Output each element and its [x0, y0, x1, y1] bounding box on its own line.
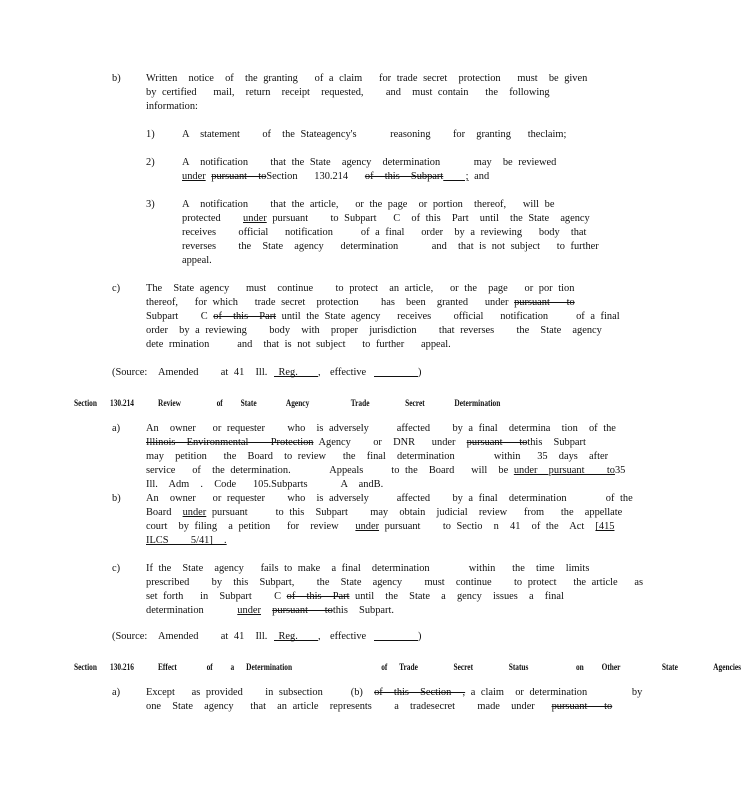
underlined-text: under [355, 521, 380, 532]
struck-text: pursuant to [211, 171, 267, 182]
text-segment: Board [146, 507, 183, 518]
text-line [146, 506, 622, 520]
blank-line [374, 366, 418, 377]
source-label: (Source: [112, 367, 148, 378]
text-segment: and [468, 171, 490, 182]
text-line [146, 590, 564, 604]
text-segment: appeal. [182, 255, 212, 266]
text-segment: set forth in Subpart C [146, 591, 287, 602]
subsection-b-label: b) [112, 73, 121, 84]
source-comma: , [318, 631, 321, 642]
subsection-b2-label: b) [112, 493, 121, 504]
blank-line [374, 630, 418, 641]
text-line [146, 520, 614, 534]
section-number: 130.216 [110, 662, 134, 672]
text-segment: Agency or DNR under [313, 437, 467, 448]
text-segment: Ill. Adm . Code 105.Subparts A andB. [146, 479, 384, 490]
text-segment: A notification that the State agency determination may be reviewed [182, 157, 557, 168]
item-3-text [182, 212, 590, 226]
text-line [146, 700, 612, 714]
text-line [146, 534, 227, 548]
struck-text: pursuant to [272, 605, 333, 616]
text-line [146, 296, 575, 310]
text-segment: prescribed by this Subpart, the State agency must continue to protect the article as [146, 577, 644, 588]
text-line [146, 324, 602, 338]
underlined-text: under [243, 213, 267, 224]
text-line [146, 604, 394, 618]
text-segment: An owner or requester who is adversely affected by a final determina tion of the [146, 423, 616, 434]
text-line: by certified mail, return receipt requested, and must contain the following [146, 87, 550, 98]
text-line [146, 464, 625, 478]
struck-text: of this Part [213, 311, 277, 322]
underlined-text: under [182, 171, 206, 182]
underlined-text: under pursuant to [513, 465, 615, 476]
source-close: ) [418, 631, 422, 642]
text-segment: protected [182, 213, 244, 224]
item-2-text [182, 156, 556, 170]
underlined-text: under [237, 605, 261, 616]
text-line [146, 686, 642, 700]
text-line [146, 576, 643, 590]
blank-line [274, 630, 318, 641]
text-segment: determination [146, 605, 238, 616]
text-segment: service of the determination. Appeals to the Board will be [146, 465, 514, 476]
text-segment: Section 130.214 [266, 171, 365, 182]
subsection-a2-label: a) [112, 687, 121, 698]
item-2-text [182, 170, 489, 184]
struck-text: of this Section , [374, 687, 466, 698]
section-number: 130.214 [110, 398, 134, 408]
text-segment: If the State agency fails to make a final determination within the time limits [146, 563, 590, 574]
item-3-text [182, 226, 586, 240]
source-label: (Source: [112, 631, 148, 642]
text-segment: pursuant to Subpart C of this Part until the State agency [266, 213, 590, 224]
underlined-text: under [182, 507, 207, 518]
source-effective: effective [330, 631, 367, 642]
text-line [146, 422, 616, 436]
text-line [146, 450, 608, 464]
text-segment: An owner or requester who is adversely affected by a final determination of the [146, 493, 633, 504]
text-segment: one State agency that an article represents a tradesecret made under [146, 701, 552, 712]
subsection-c2-label: c) [112, 563, 121, 574]
underlined-text: [415 [595, 521, 615, 532]
text-line [146, 562, 589, 576]
text-line [146, 436, 586, 450]
blank-line [274, 366, 318, 377]
source-comma: , [318, 367, 321, 378]
section-label: Section [74, 662, 97, 672]
text-segment: a claim or determination by [465, 687, 643, 698]
text-segment: pursuant to this Subpart may obtain judicial review from the appellate [206, 507, 623, 518]
text-line [146, 338, 451, 352]
text-segment: thereof, for which trade secret protection has been granted under [146, 297, 515, 308]
text-segment: A statement of the Stateagency's reasoning for granting theclaim; [182, 129, 567, 140]
subsection-a-label: a) [112, 423, 121, 434]
source-effective: effective [330, 367, 367, 378]
text-line [146, 492, 633, 506]
text-line [146, 478, 383, 492]
text-segment: Subpart C [146, 311, 214, 322]
text-segment: 35 [614, 465, 626, 476]
text-segment: dete rmination and that is not subject to further appeal. [146, 339, 451, 350]
source-close: ) [418, 367, 422, 378]
text-segment: receives official notification of a final order by a reviewing body that [182, 227, 587, 238]
source-text: Amended at 41 Ill. Reg. [158, 631, 298, 642]
section-title: Effect of a Determination of Trade Secret Status on Other State Agencies [158, 662, 741, 672]
item-3-text [182, 254, 212, 268]
item-2-label: 2) [146, 157, 155, 168]
text-segment: Except as provided in subsection (b) [146, 687, 375, 698]
struck-text: of this Subpart [364, 171, 444, 182]
text-segment: order by a reviewing body with proper jurisdiction that reverses the State agency [146, 325, 602, 336]
text-segment: court by filing a petition for review [146, 521, 356, 532]
text-line [146, 282, 574, 296]
text-segment: this Subpart [527, 437, 586, 448]
source-text: Amended at 41 Ill. Reg. [158, 367, 298, 378]
text-segment: until the State agency receives official notification of a final [276, 311, 620, 322]
underlined-text: ILCS 5/41] . [146, 535, 227, 546]
section-label: Section [74, 398, 97, 408]
struck-text: pursuant to [551, 701, 613, 712]
item-3-text [182, 240, 599, 254]
text-line: Written notice of the granting of a claim for trade secret protection must be given [146, 73, 588, 84]
text-segment: reverses the State agency determination and that is not subject to further [182, 241, 599, 252]
struck-text: Illinois Environmental Protection [146, 437, 314, 448]
item-1-label: 1) [146, 129, 155, 140]
item-3-label: 3) [146, 199, 155, 210]
struck-text: pursuant to [466, 437, 528, 448]
text-segment: may petition the Board to review the final determination within 35 days after [146, 451, 609, 462]
struck-text: pursuant to [514, 297, 575, 308]
text-segment: pursuant to Sectio n 41 of the Act [379, 521, 596, 532]
text-segment: The State agency must continue to protect an article, or the page or por tion [146, 283, 575, 294]
section-title: Review of State Agency Trade Secret Determination [158, 398, 501, 408]
underlined-text: ; [443, 171, 469, 182]
item-3-text [182, 198, 554, 212]
struck-text: of this Part [286, 591, 350, 602]
text-segment: this Subpart. [332, 605, 394, 616]
text-segment [261, 605, 272, 616]
item-1-text [182, 128, 566, 142]
text-segment: until the State a gency issues a final [349, 591, 564, 602]
subsection-c-label: c) [112, 283, 121, 294]
text-line [146, 310, 620, 324]
text-line: information: [146, 101, 198, 112]
text-segment: A notification that the article, or the page or portion thereof, will be [182, 199, 555, 210]
